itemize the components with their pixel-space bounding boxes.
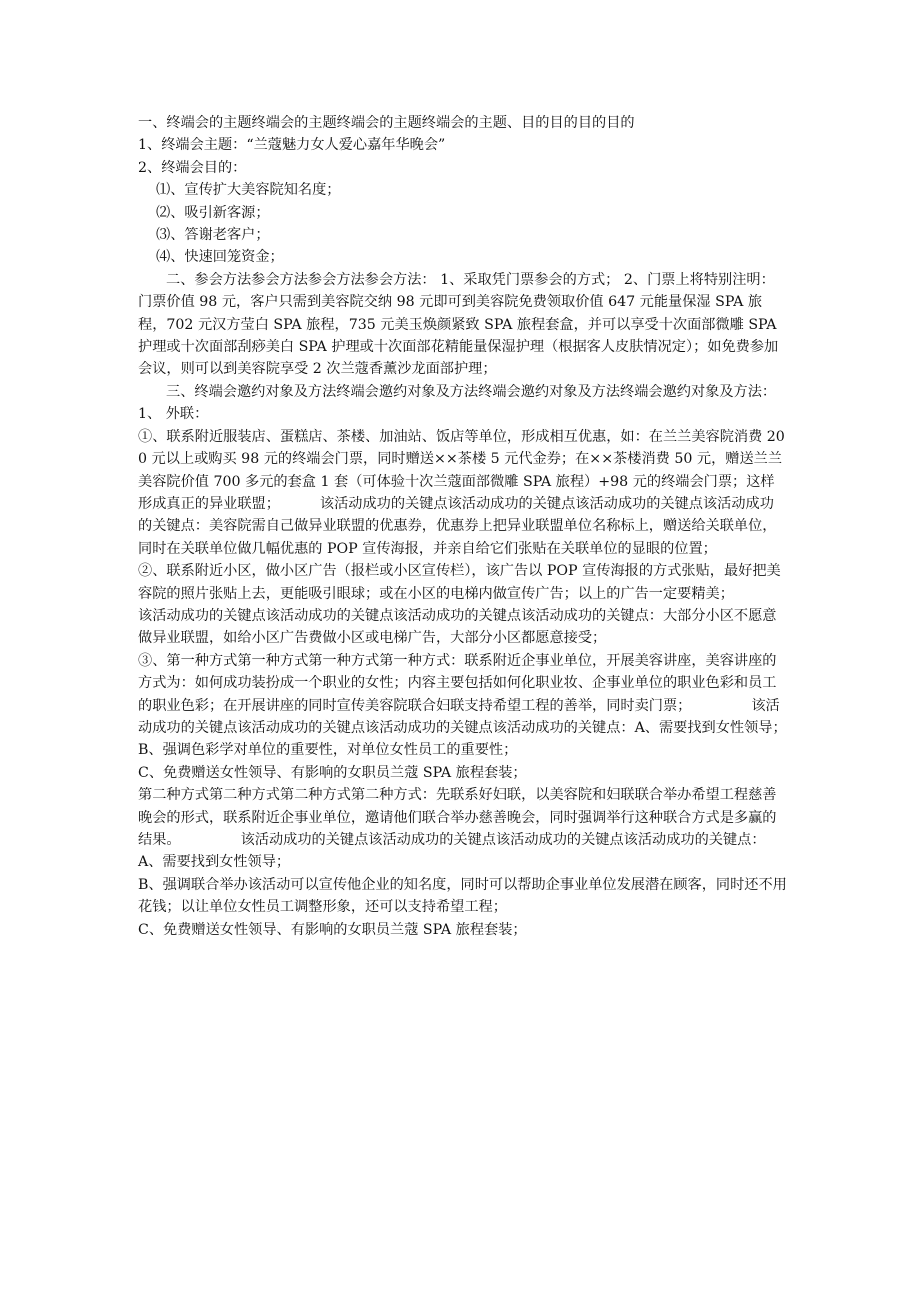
method-2 [138,784,788,851]
method2-point-c: C、免费赠送女性领导、有影响的女职员兰蔻 SPA 旅程套装； [138,921,527,938]
meeting-theme: 1、终端会主题：“兰蔻魅力女人爱心嘉年华晚会” [138,137,446,154]
item3-point-c: C、免费赠送女性领导、有影响的女职员兰蔻 SPA 旅程套装； [138,764,527,781]
item2-key-points: 该活动成功的关键点该活动成功的关键点该活动成功的关键点该活动成功的关键点：大部分小区不愿意做异业联盟，如给小区广告费做小区或电梯广告，大部分小区都愿意接受； [138,607,777,647]
purpose-item: ⑴、宣传扩大美容院知名度； [156,182,341,199]
document-body [138,112,788,941]
method2-point-b: B、强调联合举办该活动可以宣传他企业的知名度，同时可以帮助企事业单位发展潜在顾客，同时还不用花钱；以让单位女性员工调整形象，还可以支持希望工程； [138,876,787,916]
purpose-label: 2、终端会目的： [138,159,247,176]
outreach-item-1 [138,426,788,560]
item3-key-points: 该活动成功的关键点该活动成功的关键点该活动成功的关键点该活动成功的关键点：A、需要找到女性领导； [138,697,787,736]
method2-text: 第二种方式第二种方式第二种方式第二种方式：先联系好妇联，以美容院和妇联联合举办希望工程慈善晚会的形式，联系附近企事业单位，邀请他们联合举办慈善晚会，同时强调举行这种联合方式是多赢的结果。 [138,787,777,848]
outreach-item-3 [138,650,788,740]
item1-text: ①、联系附近服装店、蛋糕店、茶楼、加油站、饭店等单位，形成相互优惠，如：在兰兰美容院消费 200 元以上或购买 98 元的终端会门票，同时赠送××茶楼 5 元代金券；在××茶楼消费 50 元，赠送兰兰美容院价值 700 多元的套盒 1 套（可体验十次兰蔻面部微雕 SPA 旅程）+98 元的终端会门票；这样形成真正的异业联盟； [138,428,785,512]
purpose-item: ⑶、答谢老客户； [156,227,270,244]
item3-text: ③、第一种方式第一种方式第一种方式第一种方式：联系附近企事业单位，开展美容讲座，美容讲座的方式为：如何成功装扮成一个职业的女性；内容主要包括如何化职业妆、企事业单位的职业色彩和员工的职业色彩；在开展讲座的同时宣传美容院联合妇联支持希望工程的善举，同时卖门票； [138,652,777,714]
method2-key-points: 该活动成功的关键点该活动成功的关键点该活动成功的关键点该活动成功的关键点： [240,832,766,848]
item1-key-points: 该活动成功的关键点该活动成功的关键点该活动成功的关键点该活动成功的关键点：美容院需自己做异业联盟的优惠券，优惠券上把异业联盟单位名称标上，赠送给关联单位，同时在关联单位做几幅优惠的 POP 宣传海报，并亲自给它们张贴在关联单位的显眼的位置； [138,495,777,557]
outreach-label: 1、 外联： [138,406,209,423]
method2-point-a: A、需要找到女性领导； [138,854,291,871]
item3-point-b: B、强调色彩学对单位的重要性，对单位女性员工的重要性； [138,742,518,759]
purpose-item: ⑵、吸引新客源； [156,204,270,221]
outreach-item-2 [138,560,788,650]
section2-participation: 二、参会方法参会方法参会方法参会方法： 1、采取凭门票参会的方式； 2、门票上将特别注明：门票价值 98 元，客户只需到美容院交纳 98 元即可到美容院免费领取价值 647 元能量保湿 SPA 旅程，702 元汉方莹白 SPA 旅程，735 元美玉焕颜紧致 SPA 旅程套盒，并可以享受十次面部微雕 SPA 护理或十次面部刮痧美白 SPA 护理或十次面部花精能量保湿护理（根据客人皮肤情况定）；如免费参加会议，则可以到美容院享受 2 次兰蔻香薰沙龙面部护理； [138,271,779,378]
section1-heading: 一、终端会的主题终端会的主题终端会的主题终端会的主题、目的目的目的目的 [138,115,635,131]
purpose-item: ⑷、快速回笼资金； [156,249,284,266]
item2-text: ②、联系附近小区，做小区广告（报栏或小区宣传栏），该广告以 POP 宣传海报的方式张贴，最好把美容院的照片张贴上去，更能吸引眼球；或在小区的电梯内做宣传广告；以上的广告一定要精美； [138,563,781,602]
section3-heading: 三、终端会邀约对象及方法终端会邀约对象及方法终端会邀约对象及方法终端会邀约对象及方法： [166,383,777,400]
